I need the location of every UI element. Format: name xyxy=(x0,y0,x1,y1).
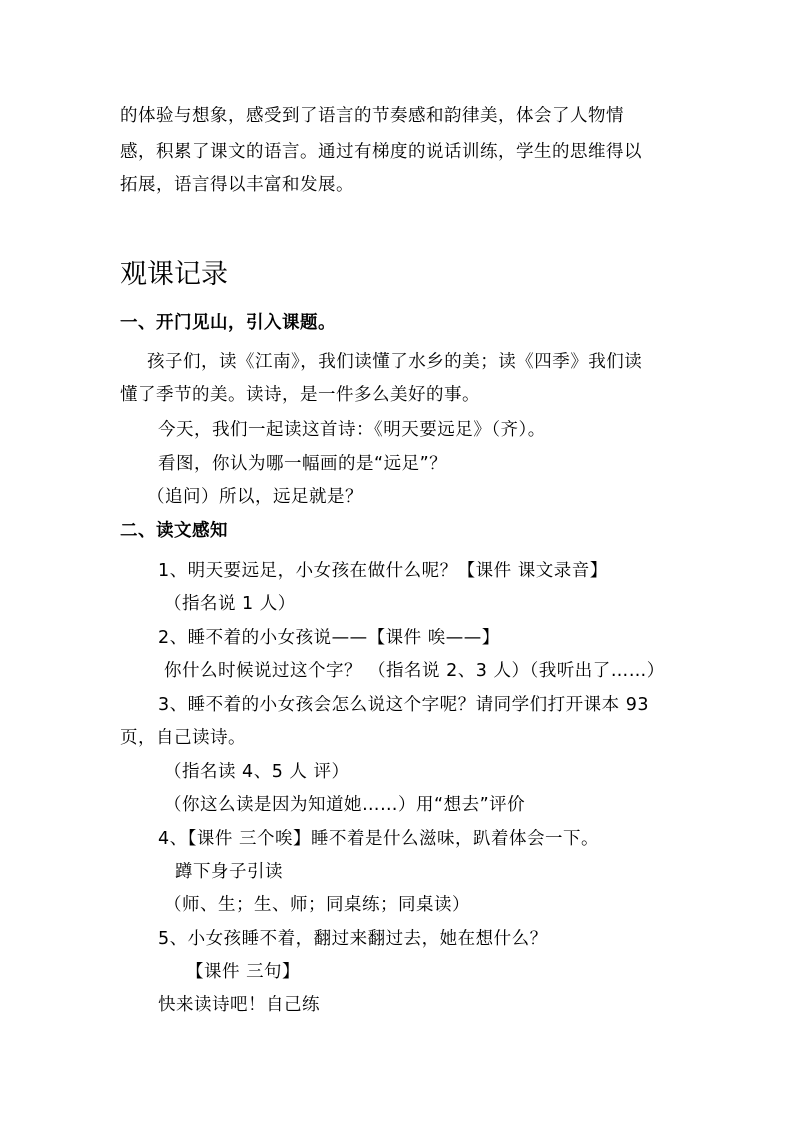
intro-line-3: 拓展，语言得以丰富和发展。 xyxy=(120,175,354,195)
section1-line-4: 看图，你认为哪一幅画的是“远足”？ xyxy=(158,454,448,474)
section1-line-1: 孩子们，读《江南》，我们读懂了水乡的美；读《四季》我们读 xyxy=(147,352,643,372)
section2-line-14: 快来读诗吧！自己练 xyxy=(158,995,320,1015)
section2-line-13: 【课件 三句】 xyxy=(186,962,301,982)
record-title: 观课记录 xyxy=(120,259,228,290)
section1-line-2: 懂了季节的美。读诗，是一件多么美好的事。 xyxy=(120,385,480,405)
section2-line-9: 4、【课件 三个唉】睡不着是什么滋味，趴着体会一下。 xyxy=(158,829,599,849)
section2-line-10: 蹲下身子引读 xyxy=(175,862,283,882)
section2-line-1: 1、明天要远足，小女孩在做什么呢？【课件 课文录音】 xyxy=(158,561,608,581)
section2-line-11: （师、生；生、师；同桌练；同桌读） xyxy=(164,895,470,915)
section2-line-5: 3、睡不着的小女孩会怎么说这个字呢？请同学们打开课本 93 xyxy=(158,695,649,715)
section2-line-12: 5、小女孩睡不着，翻过来翻过去，她在想什么？ xyxy=(158,929,548,949)
section1-line-5: （追问）所以，远足就是？ xyxy=(147,487,363,507)
section2-line-8: （你这么读是因为知道她……）用“想去”评价 xyxy=(164,795,526,815)
section1-line-3: 今天，我们一起读这首诗：《明天要远足》（齐）。 xyxy=(158,420,546,440)
section1-heading: 一、开门见山，引入课题。 xyxy=(120,313,336,333)
section2-line-3: 2、睡不着的小女孩说——【课件 唉——】 xyxy=(158,628,500,648)
section2-line-4: 你什么时候说过这个字？ （指名说 2、3 人）（我听出了……） xyxy=(164,661,665,681)
intro-line-1: 的体验与想象，感受到了语言的节奏感和韵律美，体会了人物情 xyxy=(120,106,624,126)
section2-line-2: （指名说 1 人） xyxy=(164,594,296,614)
intro-line-2: 感，积累了课文的语言。通过有梯度的说话训练，学生的思维得以 xyxy=(120,142,642,162)
section2-line-7: （指名读 4、5 人 评） xyxy=(164,762,350,782)
section2-heading: 二、读文感知 xyxy=(120,521,228,541)
section2-line-6: 页，自己读诗。 xyxy=(120,728,246,748)
